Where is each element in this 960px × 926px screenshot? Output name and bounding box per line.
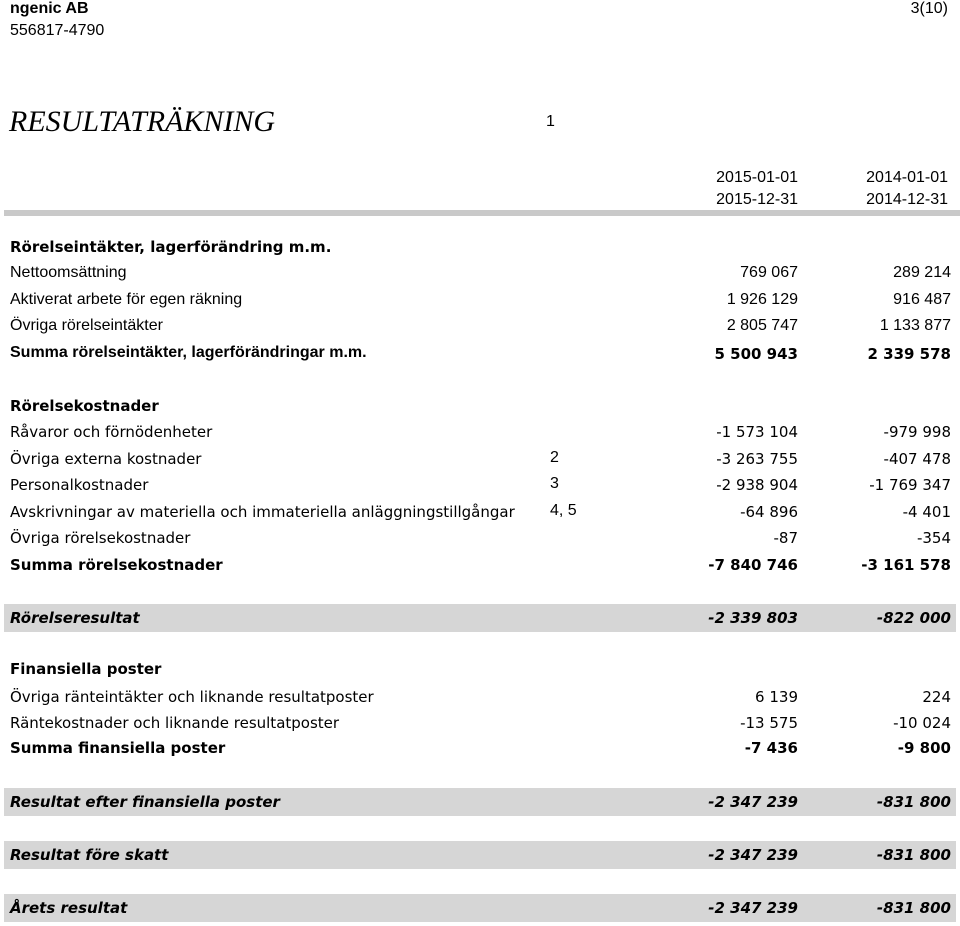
row-value-previous: -831 800 bbox=[876, 846, 951, 864]
table-row bbox=[0, 314, 960, 340]
company-name: ngenic AB bbox=[10, 0, 89, 17]
result-band-net-result bbox=[4, 894, 956, 922]
table-row bbox=[0, 261, 960, 287]
row-value-current: -2 347 239 bbox=[708, 899, 798, 917]
row-value-current: -1 573 104 bbox=[716, 423, 798, 441]
row-label: Övriga ränteintäkter och liknande resultatposter bbox=[10, 688, 374, 706]
row-value-previous: -831 800 bbox=[876, 899, 951, 917]
org-number: 556817-4790 bbox=[10, 22, 105, 39]
current-period-header bbox=[716, 167, 798, 211]
row-value-current: 5 500 943 bbox=[714, 345, 798, 363]
row-value-current: -13 575 bbox=[740, 714, 798, 732]
row-label: Personalkostnader bbox=[10, 476, 149, 494]
row-label: Avskrivningar av materiella och immateriella anläggningstillgångar bbox=[10, 503, 515, 521]
current-period-from: 2015-01-01 bbox=[716, 169, 798, 186]
title-note-ref: 1 bbox=[546, 113, 555, 130]
row-label: Summa rörelseintäkter, lagerförändringar m.m. bbox=[10, 344, 367, 361]
section-heading-operating-income bbox=[0, 234, 960, 260]
result-band-after-financial-items bbox=[4, 788, 956, 816]
row-value-previous: -9 800 bbox=[897, 739, 951, 757]
section-heading-operating-expenses bbox=[0, 393, 960, 419]
table-row bbox=[0, 525, 960, 551]
table-row bbox=[0, 684, 960, 710]
page-title: RESULTATRÄKNING bbox=[9, 105, 276, 138]
table-row bbox=[0, 499, 960, 525]
result-band-before-tax bbox=[4, 841, 956, 869]
row-label: Aktiverat arbete för egen räkning bbox=[10, 291, 243, 308]
row-label: Resultat före skatt bbox=[10, 846, 169, 864]
row-label: Rörelsekostnader bbox=[10, 397, 159, 415]
row-value-current: -7 436 bbox=[744, 739, 798, 757]
row-value-previous: -4 401 bbox=[902, 503, 951, 521]
table-row bbox=[0, 710, 960, 736]
row-label: Summa finansiella poster bbox=[10, 739, 226, 757]
row-label: Rörelseresultat bbox=[10, 609, 140, 627]
row-label: Övriga rörelsekostnader bbox=[10, 529, 191, 547]
page-number: 3(10) bbox=[910, 0, 948, 17]
row-value-current: -7 840 746 bbox=[708, 556, 798, 574]
row-value-current: -2 339 803 bbox=[708, 609, 798, 627]
previous-period-from: 2014-01-01 bbox=[866, 169, 948, 186]
row-note-ref: 2 bbox=[550, 449, 559, 466]
row-value-current: 2 805 747 bbox=[726, 317, 798, 334]
subtotal-row-operating-expenses bbox=[0, 552, 960, 578]
row-value-previous: -1 769 347 bbox=[869, 476, 951, 494]
row-label: Räntekostnader och liknande resultatposter bbox=[10, 714, 340, 732]
previous-period-to: 2014-12-31 bbox=[866, 191, 948, 208]
table-row bbox=[0, 288, 960, 314]
row-value-previous: 289 214 bbox=[893, 264, 951, 281]
current-period-to: 2015-12-31 bbox=[716, 191, 798, 208]
row-value-previous: 1 133 877 bbox=[879, 317, 951, 334]
subtotal-row-financial-items bbox=[0, 735, 960, 761]
row-value-current: -2 347 239 bbox=[708, 846, 798, 864]
row-value-current: 1 926 129 bbox=[726, 291, 798, 308]
row-value-current: -87 bbox=[773, 529, 798, 547]
row-label: Summa rörelsekostnader bbox=[10, 556, 223, 574]
row-value-previous: 916 487 bbox=[893, 291, 951, 308]
subtotal-row-operating-income bbox=[0, 341, 960, 367]
row-value-current: 6 139 bbox=[755, 688, 798, 706]
table-row bbox=[0, 419, 960, 445]
row-note-ref: 3 bbox=[550, 475, 559, 492]
row-value-current: -2 938 904 bbox=[716, 476, 798, 494]
row-value-current: -3 263 755 bbox=[716, 450, 798, 468]
previous-period-header bbox=[866, 167, 948, 211]
row-value-previous: -10 024 bbox=[893, 714, 951, 732]
header-divider bbox=[4, 210, 960, 216]
row-value-current: -64 896 bbox=[740, 503, 798, 521]
row-label: Råvaror och förnödenheter bbox=[10, 423, 213, 441]
row-label: Nettoomsättning bbox=[10, 264, 127, 281]
row-value-previous: -831 800 bbox=[876, 793, 951, 811]
row-value-previous: -407 478 bbox=[883, 450, 951, 468]
row-note-ref: 4, 5 bbox=[550, 502, 577, 519]
section-heading-financial-items bbox=[0, 656, 960, 682]
row-label: Finansiella poster bbox=[10, 660, 162, 678]
result-band-operating-result bbox=[4, 604, 956, 632]
row-value-previous: -822 000 bbox=[876, 609, 951, 627]
row-label: Övriga externa kostnader bbox=[10, 450, 202, 468]
row-value-previous: -354 bbox=[916, 529, 951, 547]
row-label: Rörelseintäkter, lagerförändring m.m. bbox=[10, 238, 332, 256]
row-value-current: -2 347 239 bbox=[708, 793, 798, 811]
row-label: Övriga rörelseintäkter bbox=[10, 317, 163, 334]
row-value-previous: -3 161 578 bbox=[861, 556, 951, 574]
table-row bbox=[0, 446, 960, 472]
row-value-previous: -979 998 bbox=[883, 423, 951, 441]
row-value-previous: 224 bbox=[922, 688, 951, 706]
row-label: Resultat efter finansiella poster bbox=[10, 793, 280, 811]
row-label: Årets resultat bbox=[10, 899, 128, 917]
table-row bbox=[0, 472, 960, 498]
row-value-previous: 2 339 578 bbox=[867, 345, 951, 363]
row-value-current: 769 067 bbox=[740, 264, 798, 281]
